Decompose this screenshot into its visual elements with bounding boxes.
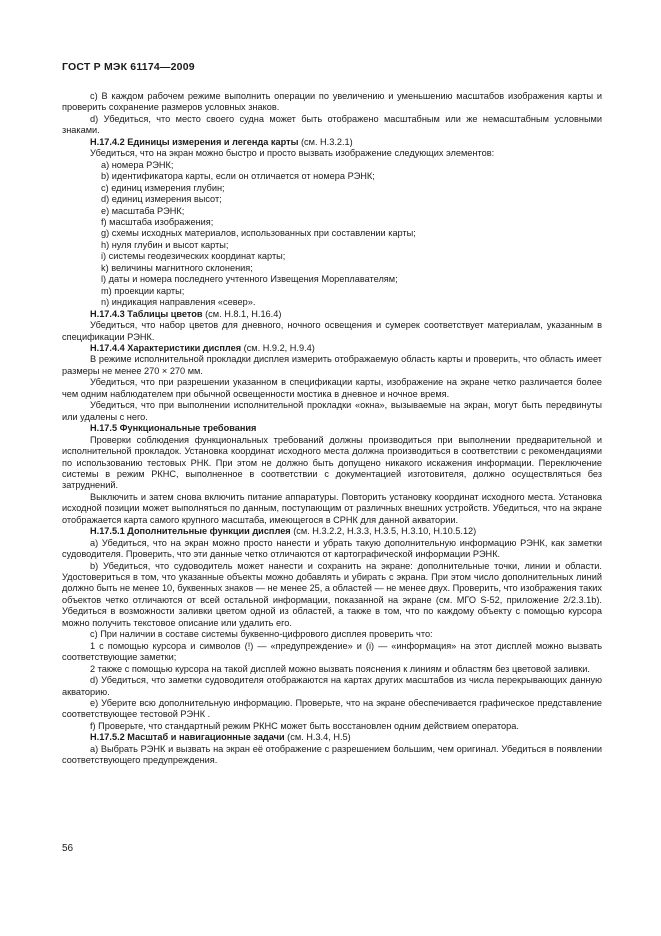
list-item: g) схемы исходных материалов, использованных при составлении карты; bbox=[101, 228, 416, 239]
section-heading-reference: (см. Н.9.2, Н.9.4) bbox=[241, 342, 315, 353]
paragraph: Убедиться, что при разрешении указанном в спецификации карты, изображение на экране четко различается более чем одним наблюдателем при обычной освещенности мостика в дневное и ночное время. bbox=[62, 377, 602, 399]
page-number: 56 bbox=[62, 843, 74, 854]
list-item: с) единиц измерения глубин; bbox=[101, 182, 225, 193]
section-heading bbox=[62, 526, 602, 537]
section-heading-reference: (см. Н.8.1, Н.16.4) bbox=[202, 308, 282, 319]
paragraph: d) Убедиться, что место своего судна может быть отображено масштабным или же немасштабным условными знаками. bbox=[62, 113, 602, 136]
paragraph: е) Уберите всю дополнительную информацию. Проверьте, что на экране обеспечивается графическое представление соответствующее тестовой РЭНК . bbox=[62, 698, 602, 720]
list-item: n) индикация направления «север». bbox=[101, 297, 256, 308]
section-heading-title: Н.17.5.2 Масштаб и навигационные задачи bbox=[90, 732, 285, 743]
section-heading-title: Н.17.5.1 Дополнительные функции дисплея bbox=[90, 526, 291, 537]
list-item: d) единиц измерения высот; bbox=[101, 194, 222, 205]
paragraph: f) Проверьте, что стандартный режим РКНС может быть восстановлен одним действием оператора. bbox=[90, 720, 519, 731]
section-heading bbox=[62, 137, 602, 148]
list-item: b) идентификатора карты, если он отличается от номера РЭНК; bbox=[101, 171, 375, 182]
paragraph: а) Убедиться, что на экран можно просто нанести и убрать такую дополнительную информацию РЭНК, как заметки судоводителя. Проверить, что эти данные четко отличаются от картографической информации РЭНК. bbox=[62, 537, 602, 560]
list-item: а) номера РЭНК; bbox=[101, 159, 174, 170]
list-item: i) системы геодезических координат карты; bbox=[101, 251, 286, 262]
list-item: k) величины магнитного склонения; bbox=[101, 262, 253, 273]
section-heading-title: Н.17.5 Функциональные требования bbox=[90, 423, 257, 434]
paragraph: Проверки соблюдения функциональных требований должны производиться при выполнении предварительной и исполнительной прокладок. Установка координат исходного места должна производиться в соответствии с рекомендациями по использованию тестовых РНК. При этом не должно быть допущено никакого искажения информации. Переключение системы в режим РКНС, выполненное в соответствии с документацией изготовителя, должно осуществляться без затруднений. bbox=[62, 434, 602, 491]
list-item: е) масштаба РЭНК; bbox=[101, 205, 185, 216]
body-text bbox=[62, 91, 602, 767]
section-heading bbox=[62, 423, 602, 434]
paragraph: 2 также с помощью курсора на такой дисплей можно вызвать пояснения к линиям и областям без цветовой заливки. bbox=[90, 663, 590, 674]
list-item: h) нуля глубин и высот карты; bbox=[101, 239, 229, 250]
section-heading-reference: (см. Н.3.2.1) bbox=[298, 136, 353, 147]
section-heading-title: Н.17.4.3 Таблицы цветов bbox=[90, 308, 203, 319]
paragraph: а) Выбрать РЭНК и вызвать на экран её отображение с разрешением большим, чем оригинал. Убедиться в появлении соответствующего предупреждения. bbox=[62, 743, 602, 766]
paragraph: Убедиться, что на экран можно быстро и просто вызвать изображение следующих элементов: bbox=[90, 148, 495, 159]
paragraph: Убедиться, что набор цветов для дневного, ночного освещения и сумерек соответствует материалам, указанным в спецификации РЭНК. bbox=[62, 320, 602, 342]
list-item: m) проекции карты; bbox=[101, 285, 185, 296]
paragraph: с) В каждом рабочем режиме выполнить операции по увеличению и уменьшению масштабов изображения карты и проверить сохранение размеров условных знаков. bbox=[62, 91, 602, 113]
paragraph: b) Убедиться, что судоводитель может нанести и сохранить на экране: дополнительные точки, линии и области. Удостовериться в том, что указанные объекты можно добавлять и убирать с экрана. При этом число дополнительных линий должно быть не менее 10, буквенных знаков — не менее 25, а областей — не менее двух. Проверить, что изображения таких объектов четко отличаются от всей остальной информации, показанной на экране (см. МГО S-52, приложение 2/2.3.1b). Убедиться в возможности заливки цветом одной из областей, а также в том, что по каждому объекту с помощью курсора можно получить текстовое описание или удалить его. bbox=[62, 560, 602, 628]
paragraph: с) При наличии в составе системы буквенно-цифрового дисплея проверить что: bbox=[90, 629, 433, 640]
running-header: ГОСТ Р МЭК 61174—2009 bbox=[62, 61, 195, 73]
paragraph: 1 с помощью курсора и символов (!) — «предупреждение» и (i) — «информация» на этот дисплей можно вызвать соответствующие заметки; bbox=[62, 640, 602, 663]
section-heading-reference: (см. Н.3.2.2, Н.3.3, Н.3.5, Н.3.10, Н.10.5.12) bbox=[290, 526, 477, 537]
paragraph: Выключить и затем снова включить питание аппаратуры. Повторить установку координат исходного места. Установка исходной позиции может выполняться по данным, поступающим от различных внешних устройств. Убедиться, что на экране отображается карта самого крупного масштаба, имеющегося в СРНК для данной акватории. bbox=[62, 491, 602, 525]
list-item: l) даты и номера последнего учтенного Извещения Мореплавателям; bbox=[101, 274, 398, 285]
section-heading bbox=[62, 343, 602, 354]
paragraph: d) Убедиться, что заметки судоводителя отображаются на картах других масштабов из числа перекрывающих данную акваторию. bbox=[62, 675, 602, 697]
paragraph: В режиме исполнительной прокладки дисплея измерить отображаемую область карты и проверить, что область имеет размеры не менее 270 × 270 мм. bbox=[62, 354, 602, 376]
section-heading bbox=[62, 309, 602, 320]
section-heading bbox=[62, 732, 602, 743]
section-heading-title: Н.17.4.4 Характеристики дисплея bbox=[90, 342, 242, 353]
list-item: f) масштаба изображения; bbox=[101, 216, 214, 227]
section-heading-reference: (см. Н.3.4, Н.5) bbox=[284, 732, 351, 743]
section-heading-title: Н.17.4.2 Единицы измерения и легенда карты bbox=[90, 136, 299, 147]
paragraph: Убедиться, что при выполнении исполнительной прокладки «окна», вызываемые на экран, могут быть передвинуты или удалены с него. bbox=[62, 400, 602, 422]
